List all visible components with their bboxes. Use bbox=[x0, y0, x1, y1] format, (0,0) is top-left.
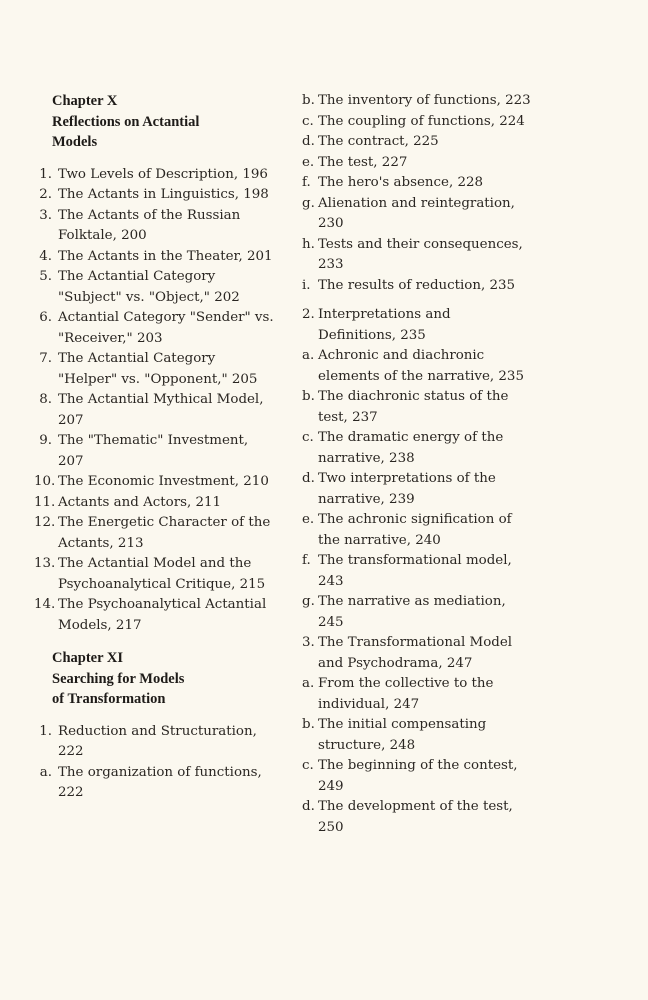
toc-entry bbox=[28, 493, 276, 514]
toc-entry-number: d. bbox=[302, 134, 315, 149]
toc-entry-text: The transformational model, 243 bbox=[318, 553, 512, 589]
chapter-heading-line: Chapter XI bbox=[52, 650, 124, 666]
toc-entry-number: 3. bbox=[302, 635, 315, 650]
toc-entry-text: The "Thematic" Investment, 207 bbox=[58, 433, 249, 469]
toc-entry-text: The diachronic status of the test, 237 bbox=[318, 389, 509, 425]
toc-entry bbox=[28, 390, 276, 431]
toc-entry-number: e. bbox=[302, 154, 315, 170]
toc-entry bbox=[296, 194, 532, 235]
toc-entry-text: The results of reduction, 235 bbox=[318, 277, 516, 293]
toc-entry bbox=[28, 431, 276, 472]
toc-entry bbox=[28, 206, 276, 247]
chapter-heading-line: Searching for Models bbox=[52, 670, 185, 687]
toc-entry-text: The development of the test, 250 bbox=[318, 799, 513, 835]
toc-entry-number: b. bbox=[302, 717, 315, 732]
toc-entry-text: The Actants of the Russian Folktale, 200 bbox=[58, 207, 241, 243]
toc-entry-text: The Actantial Category "Helper" vs. "Opponent," 205 bbox=[58, 351, 258, 387]
toc-entry-number: d. bbox=[302, 799, 315, 814]
toc-entry-text: The Energetic Character of the Actants, 213 bbox=[58, 515, 271, 551]
toc-entry-text: The Actants in the Theater, 201 bbox=[58, 248, 273, 264]
toc-entry-text: The Psychoanalytical Actantial Models, 217 bbox=[58, 597, 267, 633]
toc-entry-number: 8. bbox=[39, 392, 52, 407]
toc-entry bbox=[28, 554, 276, 595]
toc-entry-number: c. bbox=[302, 113, 314, 129]
toc-entry-number: b. bbox=[302, 93, 315, 108]
toc-entry bbox=[296, 510, 532, 551]
toc-entry bbox=[296, 592, 532, 633]
toc-entry-number: d. bbox=[302, 471, 315, 486]
toc-entry-number: a. bbox=[302, 676, 315, 691]
toc-entry bbox=[28, 763, 276, 804]
toc-entry bbox=[28, 349, 276, 390]
toc-entry-number: 3. bbox=[39, 207, 52, 223]
toc-entry-text: The Economic Investment, 210 bbox=[58, 474, 269, 489]
toc-entry-text: The inventory of functions, 223 bbox=[318, 93, 531, 108]
toc-entry-text: Two Levels of Description, 196 bbox=[58, 166, 268, 182]
chapter-heading-line: Models bbox=[52, 134, 98, 150]
toc-entry bbox=[28, 513, 276, 554]
toc-entry-number: 13. bbox=[34, 556, 56, 571]
contents-left-column bbox=[28, 91, 276, 804]
toc-entry-number: 5. bbox=[39, 269, 52, 284]
toc-entry-text: The hero's absence, 228 bbox=[318, 175, 484, 190]
toc-entry-text: The beginning of the contest, 249 bbox=[318, 758, 518, 794]
toc-entry-text: The coupling of functions, 224 bbox=[318, 113, 525, 129]
toc-entry bbox=[296, 551, 532, 592]
toc-entry-text: Alienation and reintegration, 230 bbox=[318, 195, 515, 231]
toc-entry-text: Actantial Category "Sender" vs. "Receiver," 203 bbox=[58, 310, 274, 346]
toc-entry-text: The Actants in Linguistics, 198 bbox=[58, 187, 269, 202]
toc-entry bbox=[296, 756, 532, 797]
toc-entry-number: 11. bbox=[34, 494, 56, 510]
toc-entry bbox=[28, 722, 276, 763]
toc-entry-number: e. bbox=[302, 512, 315, 527]
toc-entry-number: f. bbox=[302, 175, 311, 190]
contents-right-column bbox=[296, 91, 532, 838]
toc-entry-text: Achronic and diachronic elements of the narrative, 235 bbox=[318, 348, 524, 384]
toc-entry bbox=[296, 469, 532, 510]
toc-entry-text: The dramatic energy of the narrative, 238 bbox=[318, 430, 504, 466]
toc-entry-text: The narrative as mediation, 245 bbox=[318, 594, 506, 630]
toc-entry-number: g. bbox=[302, 594, 315, 609]
toc-entry bbox=[28, 472, 276, 493]
toc-entry-number: 2. bbox=[302, 307, 315, 322]
toc-entry-number: 10. bbox=[34, 474, 56, 489]
toc-entry-text: The organization of functions, 222 bbox=[58, 764, 262, 800]
chapter-heading-line: Chapter X bbox=[52, 93, 118, 109]
toc-entry-text: The Actantial Category "Subject" vs. "Object," 202 bbox=[58, 269, 240, 305]
toc-entry bbox=[296, 715, 532, 756]
toc-entry-number: 1. bbox=[39, 723, 52, 739]
toc-entry-text: The initial compensating structure, 248 bbox=[318, 717, 487, 753]
chapter-heading bbox=[52, 91, 276, 153]
toc-entry-text: Reduction and Structuration, 222 bbox=[58, 723, 257, 759]
toc-entry-number: c. bbox=[302, 758, 314, 773]
toc-entry bbox=[296, 153, 532, 174]
toc-entry bbox=[28, 595, 276, 636]
toc-entry bbox=[296, 305, 532, 346]
toc-entry-text: Interpretations and Definitions, 235 bbox=[318, 307, 451, 343]
toc-entry-text: The Actantial Mythical Model, 207 bbox=[58, 392, 264, 428]
toc-entry-number: a. bbox=[302, 348, 315, 363]
toc-entry bbox=[296, 132, 532, 153]
toc-entry-number: 9. bbox=[39, 433, 52, 448]
toc-entry bbox=[28, 308, 276, 349]
toc-entry-text: The contract, 225 bbox=[318, 134, 439, 149]
toc-entry bbox=[28, 267, 276, 308]
toc-entry-number: 6. bbox=[39, 310, 52, 325]
toc-entry-number: 7. bbox=[39, 351, 52, 366]
toc-entry-number: 2. bbox=[39, 187, 52, 202]
toc-entry-number: a. bbox=[39, 764, 52, 780]
toc-entry bbox=[296, 235, 532, 276]
toc-entry-text: From the collective to the individual, 247 bbox=[318, 676, 494, 712]
toc-entry bbox=[296, 387, 532, 428]
section-gap bbox=[296, 296, 532, 305]
toc-entry-number: g. bbox=[302, 195, 315, 211]
chapter-heading bbox=[52, 648, 276, 710]
toc-entry-text: The test, 227 bbox=[318, 154, 408, 170]
toc-entry-number: 4. bbox=[39, 248, 52, 264]
toc-entry-number: 14. bbox=[34, 597, 56, 612]
toc-entry bbox=[296, 346, 532, 387]
toc-entry bbox=[28, 165, 276, 186]
toc-entry bbox=[296, 276, 532, 297]
toc-entry bbox=[296, 674, 532, 715]
chapter-heading-line: Reflections on Actantial bbox=[52, 113, 200, 130]
toc-entry-text: The Transformational Model and Psychodrama, 247 bbox=[318, 635, 513, 671]
section-spacer bbox=[28, 636, 276, 648]
toc-entry bbox=[28, 185, 276, 206]
toc-entry-number: b. bbox=[302, 389, 315, 404]
toc-entry-number: h. bbox=[302, 236, 315, 252]
toc-entry bbox=[296, 797, 532, 838]
toc-entry bbox=[28, 247, 276, 268]
toc-entry-text: The Actantial Model and the Psychoanalytical Critique, 215 bbox=[58, 556, 266, 592]
toc-entry-number: i. bbox=[302, 277, 311, 293]
toc-entry bbox=[296, 91, 532, 112]
chapter-heading-line: of Transformation bbox=[52, 691, 166, 707]
toc-entry-number: 12. bbox=[34, 515, 56, 530]
toc-entry-number: c. bbox=[302, 430, 314, 445]
toc-entry bbox=[296, 173, 532, 194]
toc-entry-text: Two interpretations of the narrative, 239 bbox=[318, 471, 496, 507]
toc-entry bbox=[296, 633, 532, 674]
toc-entry-number: f. bbox=[302, 553, 311, 568]
toc-entry-text: Actants and Actors, 211 bbox=[58, 494, 222, 510]
toc-entry-text: The achronic signification of the narrative, 240 bbox=[318, 512, 512, 548]
toc-entry bbox=[296, 428, 532, 469]
toc-entry bbox=[296, 112, 532, 133]
toc-entry-number: 1. bbox=[39, 166, 52, 182]
toc-entry-text: Tests and their consequences, 233 bbox=[318, 236, 523, 272]
